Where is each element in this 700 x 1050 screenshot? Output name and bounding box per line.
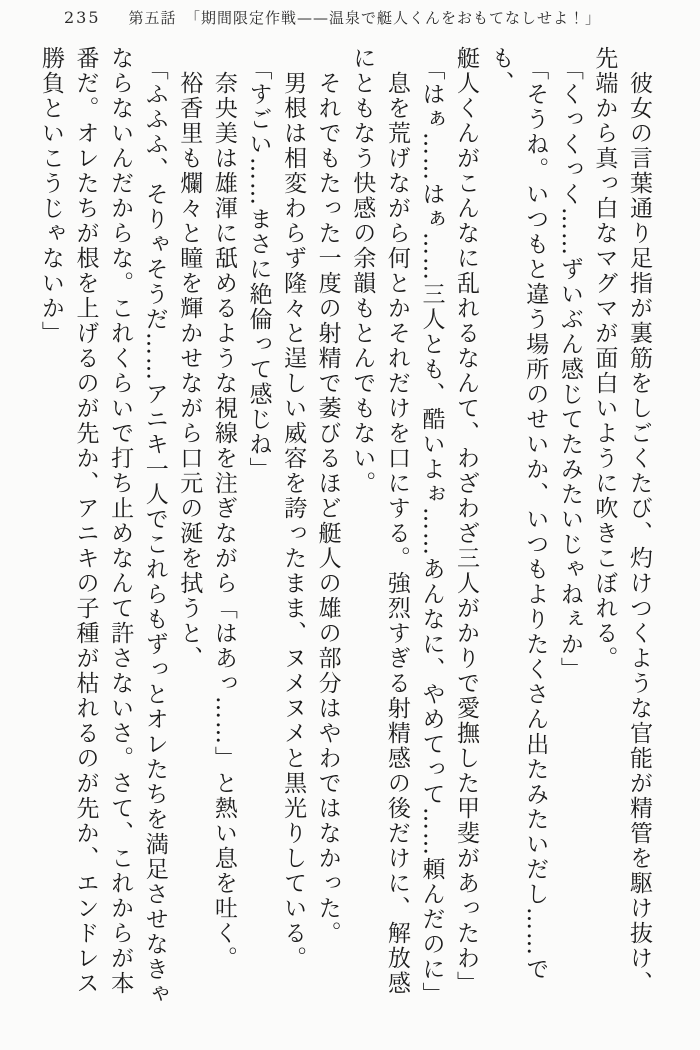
text-line: 「ふふふ、そりゃそうだ……アニキ一人でこれらもずっとオレたちを満足させなきゃ — [141, 57, 168, 1007]
chapter-title: 第五話 「期間限定作戦——温泉で艇人くんをおもてなしせよ！」 — [128, 9, 602, 27]
text-line: 彼女の言葉通り足指が裏筋をしごくたび、灼けつくような官能が精管を駆け抜け、 — [626, 71, 652, 996]
text-line: 先端から真っ白なマグマが面白いように吹きこぼれる。 — [591, 46, 618, 671]
text-line: それでもたった一度の射精で萎びるほど艇人の雄の部分はやわではなかった。 — [314, 71, 341, 946]
body-text — [33, 46, 656, 1030]
text-line: 奈央美は雄渾に舐めるような視線を注ぎながら「はあっ……」と熱い息を吐く。 — [210, 71, 237, 971]
text-line: 番だ。オレたちが根を上げるのが先か、アニキの子種が枯れるのが先か、エンドレス — [72, 46, 99, 996]
text-line: 「はぁ……はぁ……三人とも、酷いよぉ……あんなに、やめてって……頼んだのに」 — [418, 57, 445, 1007]
text-line: 男根は相変わらず隆々と逞しい威容を誇ったまま、ヌメヌメと黒光りしている。 — [280, 71, 307, 971]
text-line: ならないんだからな。これくらいで打ち止めなんて許さないさ。さて、これからが本 — [107, 46, 134, 996]
running-head — [64, 7, 601, 28]
text-line: 息を荒げながら何とかそれだけを口にする。強烈すぎる射精感の後だけに、解放感 — [383, 71, 410, 996]
text-line: 「くっくっく……ずいぶん感じてたみたいじゃねぇか」 — [556, 57, 583, 682]
text-line: 勝負といこうじゃないか」 — [37, 46, 64, 346]
text-line: 裕香里も爛々と瞳を輝かせながら口元の涎を拭うと、 — [176, 71, 203, 671]
text-line: にともなう快感の余韻もとんでもない。 — [349, 46, 376, 496]
page-number: 235 — [64, 8, 101, 27]
text-line: 「そうね。いつもと違う場所のせいか、いつもよりたくさん出たみたいだし……でも、 — [487, 46, 549, 982]
text-line: 「すごい……まさに絶倫って感じね」 — [245, 57, 272, 482]
text-line: 艇人くんがこんなに乱れるなんて、わざわざ三人がかりで愛撫した甲斐があったわ」 — [453, 46, 480, 996]
